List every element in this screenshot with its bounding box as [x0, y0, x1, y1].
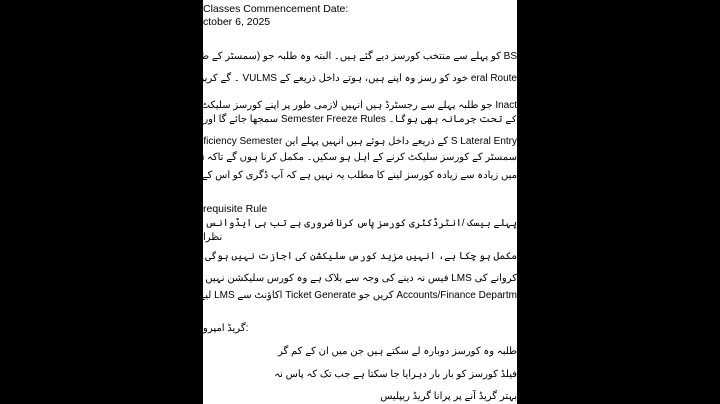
- paragraph-2-line-2: کے تحت جرمانہ بھی ہوگا۔ Semester Freeze Rules سمجھا جائے گا اور ان: [190, 114, 517, 125]
- document-page: [59, 0, 517, 404]
- paragraph-1-line-1: BS کو پہلے سے منتخب کورسز دیے گئے ہیں۔ البتہ وہ طلبہ جو (سمسٹر کے طلبہ (1st نئے داخل ہو: [108, 51, 517, 62]
- paragraph-2-line-1: Inact جو طلبہ پہلے سے رجسٹرڈ ہیں انہیں لازمی طور پر اپنے کورسز سلیکٹ کرنے ہیں، ورنہ انہیں اس: [92, 100, 517, 111]
- prerequisite-heading: requisite Rule: [203, 203, 268, 215]
- grade-improve-heading: گریڈ امپرو:: [203, 323, 249, 334]
- paragraph-1-line-2: eral Route خود کو رسز وہ اپنے ہیں، ہوتے داخل ذریعے کے VULMS ۔ گے کریں سلیکٹ سے: [147, 73, 517, 84]
- lms-fee-rule-line-1: کروانے کی LMS فیس نہ دینے کی وجہ سے بلاک ہے وہ کورس سلیکشن نہیں کر سکتے۔ VULMS: [123, 273, 517, 284]
- commencement-title: Classes Commencement Date:: [203, 3, 349, 15]
- max-duration-rule: مکمل ہو چکا ہے، انہیں مزید کورس سلیکشن کی اجازت نہیں ہوگی۔ Maximum Time Duration وہ: [74, 251, 517, 262]
- paragraph-3-line-2: سمسٹر کے کورسز سلیکٹ کرنے کے اہل ہو سکیں۔ مکمل کرنا ہوں گے تاکہ math: [181, 152, 517, 163]
- paragraph-4-line-1: میں زیادہ سے زیادہ کورسز لینے کا مطلب یہ نہیں ہے کہ آپ ڈگری کو اس کے کم از کم مقررہ وقت سے: [94, 170, 517, 181]
- prerequisite-line-1: پہلے بیسک /انٹرڈکٹری کورسز پاس کرنا ضروری ہے تب ہی ایڈوانس کورسز میں داخلہ لے سکتے ہیں: [59, 218, 517, 229]
- grade-item-1: طلبہ وہ کورسز دوبارہ لے سکتے ہیں جن میں ان کے کم گر: [277, 346, 517, 357]
- prerequisite-line-2: نظرا: [203, 232, 223, 243]
- grade-item-3: بہتر گریڈ آنے پر پرانا گریڈ ریپلیس: [380, 391, 517, 402]
- commencement-date: ctober 6, 2025: [203, 16, 271, 28]
- paragraph-3-line-1: S Lateral Entry کے ذریعے داخل ہوئے ہیں انہیں پہلے این Bridging/Deficiency Semester کورسز: [119, 136, 517, 147]
- grade-item-2: فیلڈ کورسز کو بار بار دہرایا جا سکتا ہے جب تک کہ پاس نہ: [274, 369, 517, 380]
- lms-fee-rule-line-2: Accounts/Finance Departm کریں جو Ticket Generate اکاؤنٹ سے LMS لیے اپنی بقایا فیس ادا: [124, 290, 517, 301]
